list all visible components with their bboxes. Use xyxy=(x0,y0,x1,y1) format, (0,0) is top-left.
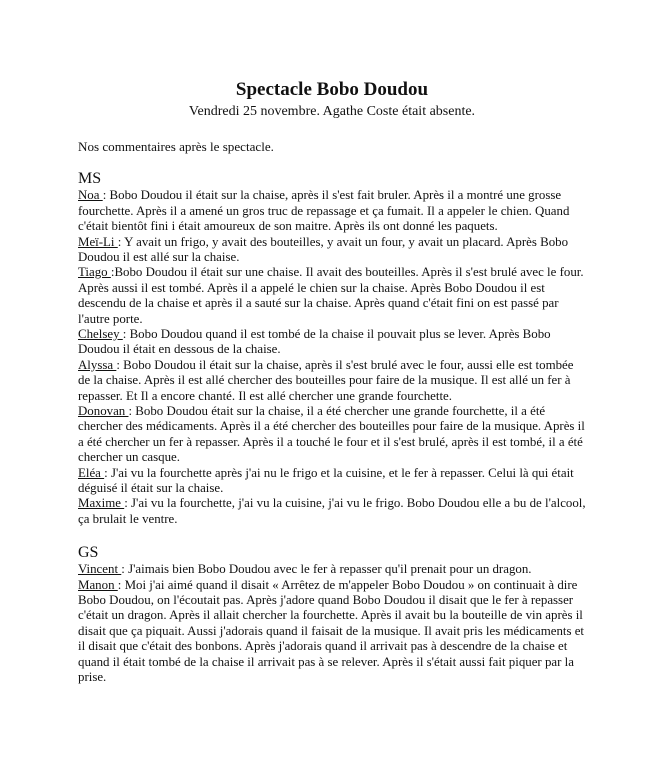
comment-text: Bobo Doudou il était sur la chaise, après il s'est fait bruler. Après il a montré une grosse fourchette. Après il a amené un gros truc de repassage et ça fumait. Il a appeler le chien. Quand c'était bientôt fini i était amoureux de son maitre. Après ils ont donné les paquets. xyxy=(78,188,570,234)
section-gs xyxy=(78,543,586,685)
section-ms xyxy=(78,169,586,527)
section-title: GS xyxy=(78,544,99,562)
comment: Tiago :Bobo Doudou il était sur une chaise. Il avait des bouteilles. Après il s'est brulé avec le four. Après aussi il est tombé. Après il a appelé le chien sur la chaise. Après Bobo Doudou il est descendu de la chaise et après il a sauté sur la chaise. Après quand c'était fini on est passé par l'autre porte. xyxy=(78,265,584,326)
intro-text: Nos commentaires après le spectacle. xyxy=(78,139,274,154)
comment-text: Bobo Doudou était sur la chaise, il a été chercher une grande fourchette, il a été chercher des médicaments. Après il a été chercher des bouteilles pour faire de la musique. Après il a été chercher un fer à repasser. Après il a touché le four et il s'est brulé, après il est tombé, il a été chercher un casque. xyxy=(78,403,585,465)
section-title: MS xyxy=(78,170,102,188)
student-name: Maxime xyxy=(78,496,125,511)
student-name: Vincent xyxy=(78,562,122,577)
comment: Chelsey : Bobo Doudou quand il est tombé de la chaise il pouvait plus se lever. Après Bobo Doudou il était en dessous de la chaise. xyxy=(78,326,551,357)
student-name: Manon xyxy=(78,577,118,592)
comment: Alyssa : Bobo Doudou il était sur la chaise, après il s'est brulé avec le four, aussi elle est tombée de la chaise. Après il est allé chercher des bouteilles pour faire de la musique. Il est allé un fer à repasser. Et Il a encore chanté. Il est allé chercher une grande fourchette. xyxy=(78,357,574,403)
comment: Vincent : J'aimais bien Bobo Doudou avec le fer à repasser qu'il prenait pour un dragon. xyxy=(78,562,532,577)
document-subtitle: Vendredi 25 novembre. Agathe Coste était absente. xyxy=(188,104,476,119)
comment: Noa : Bobo Doudou il était sur la chaise, après il s'est fait bruler. Après il a montré une grosse fourchette. Après il a amené un gros truc de repassage et ça fumait. Il a appeler le chien. Quand c'était bientôt fini i était amoureux de son maitre. Après ils ont donné les paquets. xyxy=(78,188,570,234)
comment-text: Y avait un frigo, y avait des bouteilles, y avait un four, y avait un placard. Après Bobo Doudou il est allé sur la chaise. xyxy=(78,234,569,264)
comment: Manon : Moi j'ai aimé quand il disait « Arrêtez de m'appeler Bobo Doudou » on continuait à dire Bobo Doudou, on l'écoutait pas. Après j'adore quand Bobo Doudou il disait que le fer à repasser c'était un dragon. Après il allait chercher la fourchette. Après il avait bu la bouteille de vin après il disait que ça piquait. Aussi j'adorais quand il faisait de la musique. Il avait pris les médicaments et il disait que c'était des bonbons. Après j'adorais quand il arrivait pas à descendre de la chaise et quand il était tombé de la chaise il arrivait pas à se relever. Après il s'était aussi fait piquer par la prise. xyxy=(78,577,585,685)
comment-text: J'aimais bien Bobo Doudou avec le fer à repasser qu'il prenait pour un dragon. xyxy=(124,562,532,577)
student-name: Chelsey xyxy=(78,326,123,341)
comment-text: Bobo Doudou il était sur une chaise. Il avait des bouteilles. Après il s'est brulé avec le four. Après aussi il est tombé. Après il a appelé le chien sur la chaise. Après Bobo Doudou il est descendu de la chaise et après il a sauté sur la chaise. Après quand c'était fini on est passé par l'autre porte. xyxy=(78,265,584,326)
student-name: Noa xyxy=(78,188,103,203)
comment: Meï-Li : Y avait un frigo, y avait des bouteilles, y avait un four, y avait un placard. Après Bobo Doudou il est allé sur la chaise. xyxy=(78,234,569,264)
comment: Maxime : J'ai vu la fourchette, j'ai vu la cuisine, j'ai vu le frigo. Bobo Doudou elle a bu de l'alcool, ça brulait le ventre. xyxy=(78,496,586,526)
student-name: Tiago xyxy=(78,265,111,280)
student-name: Meï-Li xyxy=(78,234,118,249)
comment-text: J'ai vu la fourchette, j'ai vu la cuisine, j'ai vu le frigo. Bobo Doudou elle a bu de l'alcool, ça brulait le ventre. xyxy=(78,496,586,526)
comment-text: Bobo Doudou quand il est tombé de la chaise il pouvait plus se lever. Après Bobo Doudou il était en dessous de la chaise. xyxy=(78,326,551,357)
comment: Eléa : J'ai vu la fourchette après j'ai nu le frigo et la cuisine, et le fer à repasser. Celui là qui était déguisé il était sur la chaise. xyxy=(78,465,574,496)
student-name: Eléa xyxy=(78,465,105,480)
comment-text: J'ai vu la fourchette après j'ai nu le frigo et la cuisine, et le fer à repasser. Celui là qui était déguisé il était sur la chaise. xyxy=(78,465,574,496)
student-name: Alyssa xyxy=(78,357,117,372)
document-page xyxy=(78,78,586,685)
comment-text: Bobo Doudou il était sur la chaise, après il s'est brulé avec le four, aussi elle est tombée de la chaise. Après il est allé chercher des bouteilles pour faire de la musique. Il est allé un fer à repasser. Et Il a encore chanté. Il est allé chercher une grande fourchette. xyxy=(78,357,574,403)
comment-text: Moi j'ai aimé quand il disait « Arrêtez de m'appeler Bobo Doudou » on continuait à dire Bobo Doudou, on l'écoutait pas. Après j'adore quand Bobo Doudou il disait que le fer à repasser c'était un dragon. Après il allait chercher la fourchette. Après il avait bu la bouteille de vin après il disait que ça piquait. Aussi j'adorais quand il faisait de la musique. Il avait pris les médicaments et il disait que c'était des bonbons. Après j'adorais quand il arrivait pas à descendre de la chaise et quand il était tombé de la chaise il arrivait pas à se relever. Après il s'était aussi fait piquer par la prise. xyxy=(78,577,585,685)
document-title: Spectacle Bobo Doudou xyxy=(235,79,429,100)
student-name: Donovan xyxy=(78,403,129,418)
comment: Donovan : Bobo Doudou était sur la chaise, il a été chercher une grande fourchette, il a été chercher des médicaments. Après il a été chercher des bouteilles pour faire de la musique. Après il a été chercher un fer à repasser. Après il a touché le four et il s'est brulé, après il est tombé, il a été chercher un casque. xyxy=(78,403,585,465)
